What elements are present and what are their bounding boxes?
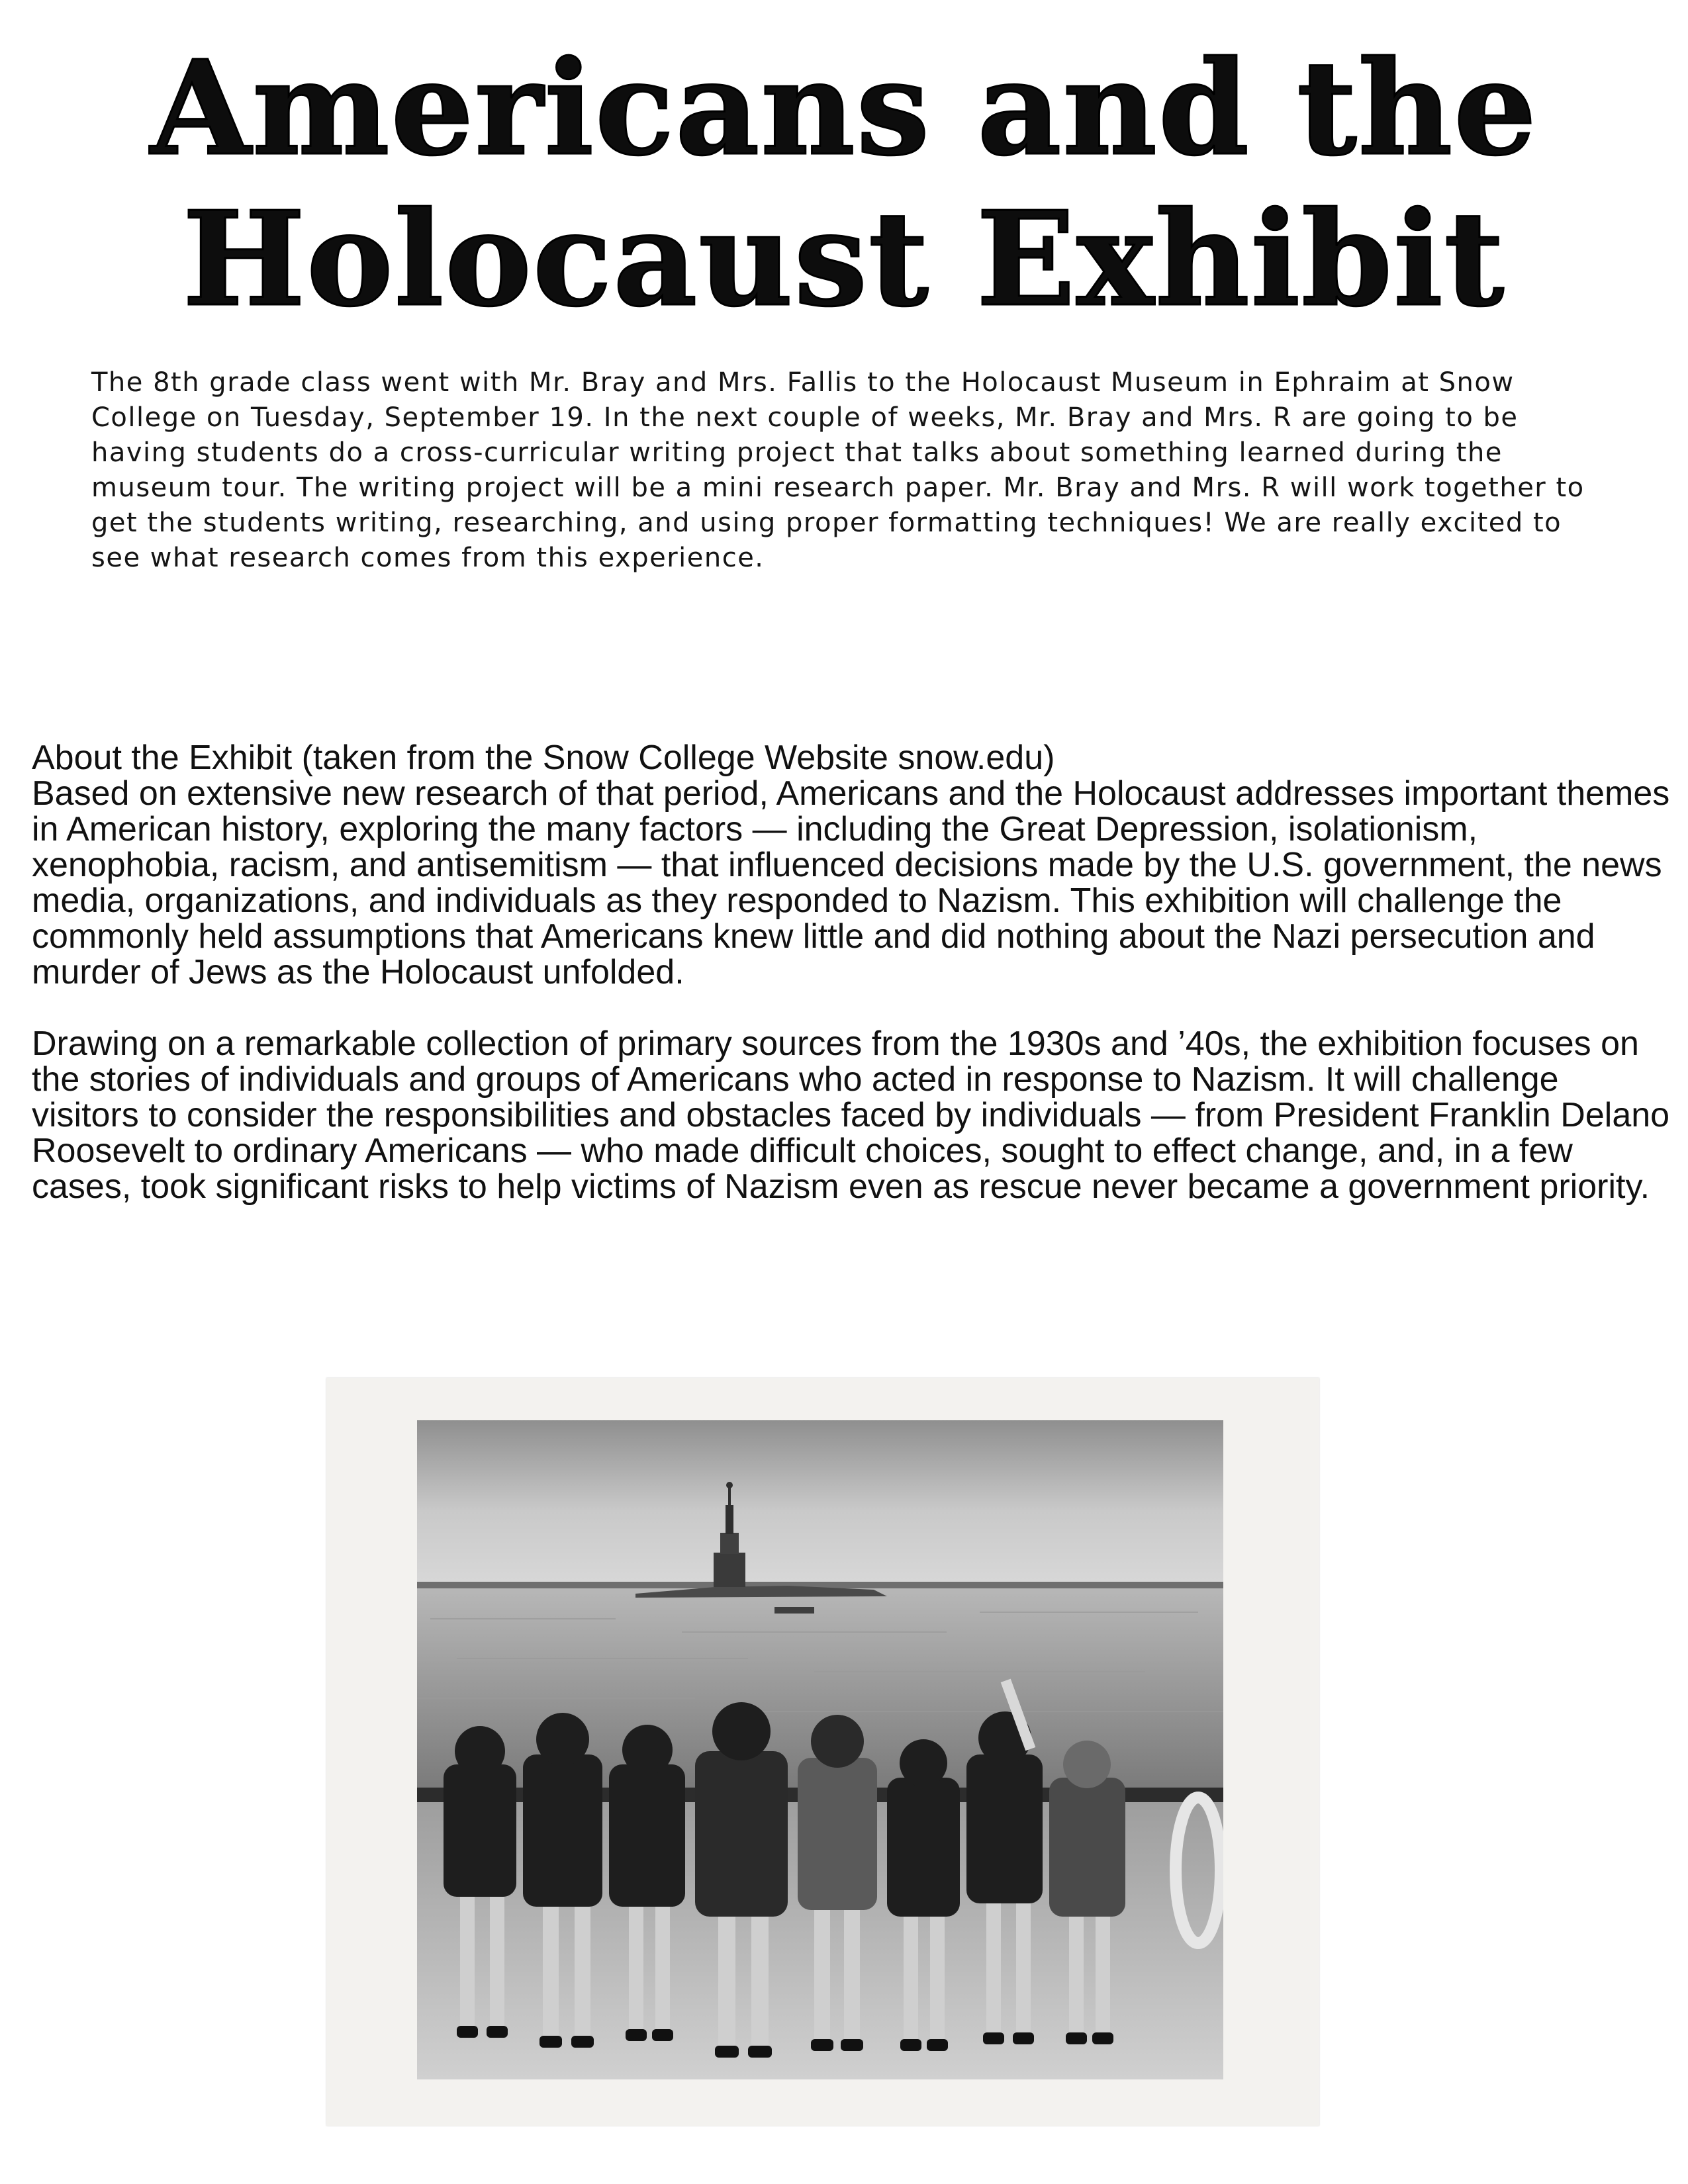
page-title — [0, 33, 1688, 335]
about-paragraph-1: Based on extensive new research of that period, Americans and the Holocaust addresses important themes in American history, exploring the many factors — including the Great Depression, isolationism, xenophobia, racism, and antisemitism — that influenced decisions made by the U.S. government, the news media, organizations, and individuals as they responded to Nazism. This exhibition will challenge the commonly held assumptions that Americans knew little and did nothing about the Nazi persecution and murder of Jews as the Holocaust unfolded. — [32, 774, 1670, 991]
title-line-2: Holocaust Exhibit — [182, 183, 1506, 336]
about-paragraph-2: Drawing on a remarkable collection of primary sources from the 1930s and ’40s, the exhibition focuses on the stories of individuals and groups of Americans who acted in response to Nazism. It will challenge visitors to consider the responsibilities and obstacles faced by individuals — from President Franklin Delano Roosevelt to ordinary Americans — who made difficult choices, sought to effect change, and, in a few cases, took significant risks to help victims of Nazism even as rescue never became a government priority. — [32, 1024, 1670, 1206]
statue-of-liberty-children-photo-icon — [417, 1420, 1223, 2079]
photo-frame — [326, 1378, 1319, 2126]
intro-paragraph: The 8th grade class went with Mr. Bray and Mrs. Fallis to the Holocaust Museum in Ephraim at Snow College on Tuesday, September 19. In the next couple of weeks, Mr. Bray and Mrs. R are going to be having students do a cross-curricular writing project that talks about something learned during the museum tour. The writing project will be a mini research paper. Mr. Bray and Mrs. R will work together to get the students writing, researching, and using proper formatting techniques! We are really excited to see what research comes from this experience. — [91, 367, 1585, 573]
about-section — [32, 740, 1673, 1205]
about-heading: About the Exhibit (taken from the Snow College Website snow.edu) — [32, 739, 1055, 777]
historical-photo — [417, 1420, 1223, 2079]
paragraph-spacer — [32, 990, 1673, 1026]
title-line-1: Americans and the — [150, 32, 1538, 185]
